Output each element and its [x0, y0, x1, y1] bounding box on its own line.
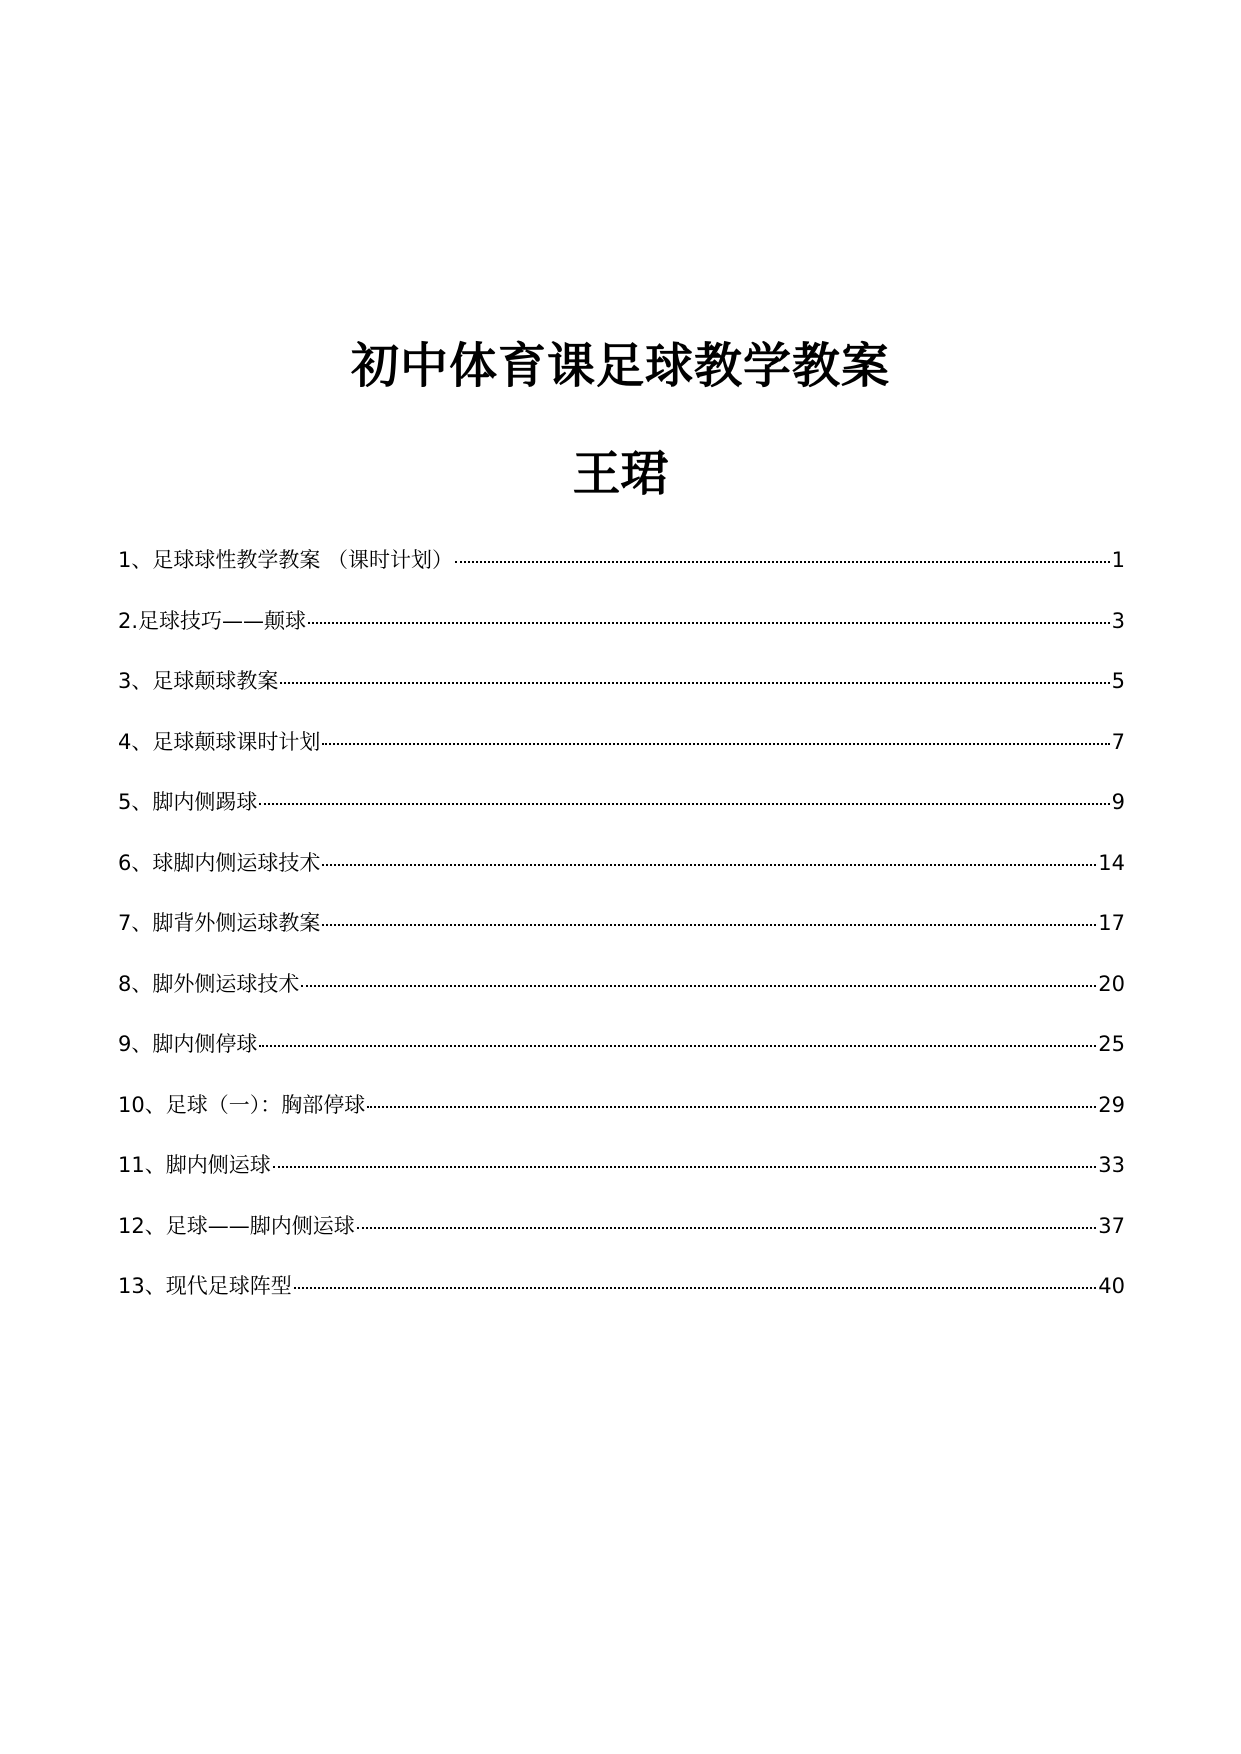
toc-entry[interactable] [118, 722, 1125, 783]
toc-dot-leader [322, 924, 1096, 926]
toc-entry-label: 7、脚背外侧运球教案 [118, 911, 321, 935]
toc-page-number: 1 [1111, 548, 1125, 572]
toc-page-number: 33 [1098, 1153, 1125, 1177]
toc-page-number: 20 [1098, 971, 1125, 996]
toc-entry[interactable] [118, 1266, 1125, 1327]
toc-entry[interactable] [118, 1024, 1125, 1085]
toc-entry-label: 9、脚内侧停球 [118, 1032, 258, 1056]
toc-dot-leader [259, 1045, 1096, 1047]
toc-entry-label: 2.足球技巧——颠球 [118, 608, 307, 633]
toc-dot-leader [308, 622, 1110, 624]
toc-entry[interactable] [118, 661, 1125, 722]
toc-page-number: 14 [1098, 850, 1125, 875]
toc-entry[interactable] [118, 903, 1125, 964]
table-of-contents [118, 540, 1125, 1327]
toc-dot-leader [280, 682, 1109, 684]
document-title: 初中体育课足球教学教案 [350, 338, 890, 394]
toc-dot-leader [301, 985, 1096, 987]
toc-page-number: 9 [1111, 790, 1125, 814]
toc-dot-leader [455, 561, 1110, 563]
toc-entry-label: 6、球脚内侧运球技术 [118, 850, 321, 875]
toc-dot-leader [322, 743, 1109, 745]
toc-entry[interactable] [118, 843, 1125, 904]
toc-page-number: 29 [1098, 1092, 1125, 1117]
toc-page-number: 40 [1098, 1274, 1125, 1298]
toc-page-number: 17 [1098, 911, 1125, 935]
toc-dot-leader [322, 864, 1096, 866]
toc-entry-label: 11、脚内侧运球 [118, 1153, 271, 1177]
toc-entry-label: 1、足球球性教学教案 （课时计划） [118, 548, 454, 572]
toc-dot-leader [294, 1287, 1097, 1289]
toc-entry-label: 3、足球颠球教案 [118, 669, 279, 693]
toc-entry[interactable] [118, 1206, 1125, 1267]
toc-entry[interactable] [118, 540, 1125, 601]
toc-page-number: 7 [1111, 729, 1125, 754]
toc-dot-leader [259, 803, 1109, 805]
toc-page-number: 25 [1098, 1032, 1125, 1056]
toc-dot-leader [367, 1106, 1096, 1108]
toc-page-number: 5 [1111, 669, 1125, 693]
toc-entry[interactable] [118, 601, 1125, 662]
toc-entry-label: 4、足球颠球课时计划 [118, 729, 321, 754]
toc-entry-label: 8、脚外侧运球技术 [118, 971, 300, 996]
toc-page-number: 3 [1111, 608, 1125, 633]
toc-entry[interactable] [118, 1145, 1125, 1206]
document-author: 王珺 [572, 446, 669, 502]
toc-dot-leader [273, 1166, 1097, 1168]
toc-entry[interactable] [118, 1085, 1125, 1146]
toc-page-number: 37 [1098, 1213, 1125, 1238]
toc-entry-label: 5、脚内侧踢球 [118, 790, 258, 814]
toc-entry-label: 10、足球（一）：胸部停球 [118, 1092, 366, 1117]
toc-entry-label: 13、现代足球阵型 [118, 1274, 292, 1298]
toc-dot-leader [357, 1227, 1097, 1229]
toc-entry[interactable] [118, 964, 1125, 1025]
toc-entry-label: 12、足球——脚内侧运球 [118, 1213, 355, 1238]
toc-entry[interactable] [118, 782, 1125, 843]
